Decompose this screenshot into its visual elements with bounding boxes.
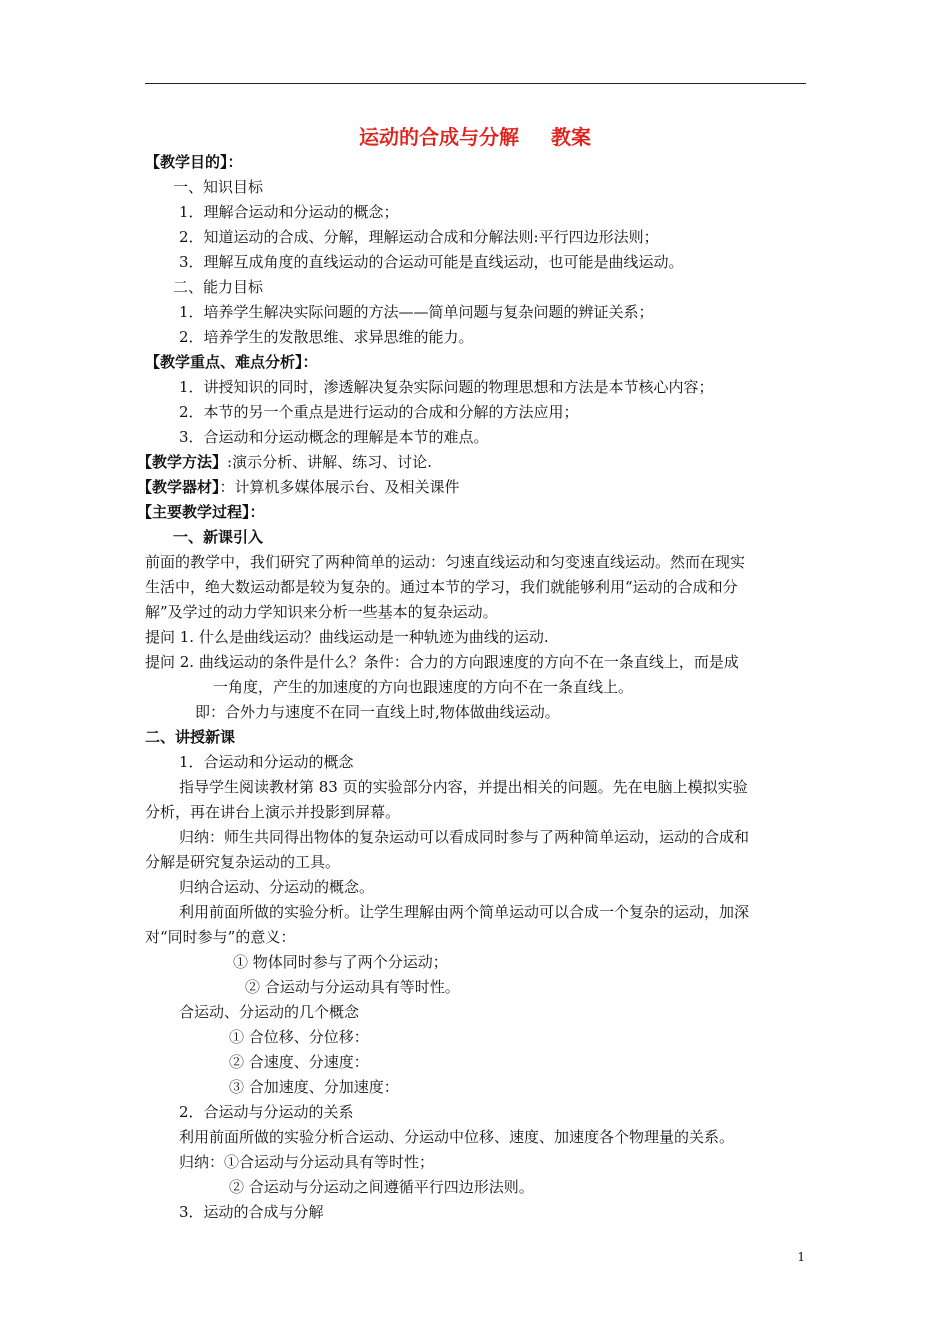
goal-item: 2．培养学生的发散思维、求异思维的能力。 — [179, 328, 474, 346]
subheading-knowledge-goals: 一、知识目标 — [173, 178, 264, 196]
list-item: ② 合运动与分运动之间遵循平行四边形法则。 — [229, 1178, 534, 1196]
item-heading: 1．合运动和分运动的概念 — [179, 753, 354, 771]
goal-item: 2．知道运动的合成、分解，理解运动合成和分解法则:平行四边形法则； — [179, 228, 659, 246]
list-item: ① 物体同时参与了两个分运动； — [233, 953, 448, 971]
teaching-methods-text: :演示分析、讲解、练习、讨论. — [227, 453, 432, 471]
label-teaching-methods: 【教学方法】 — [137, 453, 228, 471]
page-number: 1 — [797, 1250, 805, 1264]
item-heading: 2．合运动与分运动的关系 — [179, 1103, 354, 1121]
key-point-item: 1．讲授知识的同时，渗透解决复杂实际问题的物理思想和方法是本节核心内容； — [179, 378, 714, 396]
paragraph-line: 生活中，绝大数运动都是较为复杂的。通过本节的学习，我们就能够利用“运动的合成和分 — [145, 578, 738, 596]
teaching-equipment-text: ：计算机多媒体展示台、及相关课件 — [219, 478, 460, 496]
section-teaching-goals: 【教学目的】： — [145, 153, 243, 171]
list-item: ② 合运动与分运动具有等时性。 — [245, 978, 460, 996]
list-item: ② 合速度、分速度： — [229, 1053, 369, 1071]
question-2: 提问 2. 曲线运动的条件是什么？条件：合力的方向跟速度的方向不在一条直线上，而是成 — [145, 653, 739, 671]
paragraph-line: 利用前面所做的实验分析合运动、分运动中位移、速度、加速度各个物理量的关系。 — [179, 1128, 735, 1146]
list-item: ③ 合加速度、分加速度： — [229, 1078, 399, 1096]
paragraph-line: 对“同时参与”的意义： — [145, 928, 296, 946]
item-heading: 3．运动的合成与分解 — [179, 1203, 324, 1221]
paragraph-line: 利用前面所做的实验分析。让学生理解由两个简单运动可以合成一个复杂的运动，加深 — [179, 903, 750, 921]
title-main: 运动的合成与分解 — [359, 125, 519, 149]
subheading-ability-goals: 二、能力目标 — [173, 278, 264, 296]
paragraph-line: 分解是研究复杂运动的工具。 — [145, 853, 341, 871]
label-teaching-equipment: 【教学器材】 — [137, 478, 220, 496]
paragraph-line: 归纳：①合运动与分运动具有等时性； — [179, 1153, 435, 1171]
goal-item: 1．培养学生解决实际问题的方法——简单问题与复杂问题的辨证关系； — [179, 303, 654, 321]
subheading-new-lesson: 二、讲授新课 — [145, 728, 236, 746]
paragraph-line: 归纳：师生共同得出物体的复杂运动可以看成同时参与了两种简单运动，运动的合成和 — [179, 828, 750, 846]
paragraph-line: 指导学生阅读教材第 83 页的实验部分内容，并提出相关的问题。先在电脑上模拟实验 — [179, 778, 748, 796]
subheading-new-lesson-intro: 一、新课引入 — [173, 528, 264, 546]
question-1: 提问 1. 什么是曲线运动？曲线运动是一种轨迹为曲线的运动. — [145, 628, 549, 646]
paragraph-line: 分析，再在讲台上演示并投影到屏幕。 — [145, 803, 401, 821]
list-item: ① 合位移、分位移： — [229, 1028, 369, 1046]
goal-item: 1．理解合运动和分运动的概念； — [179, 203, 399, 221]
paragraph-line: 解”及学过的动力学知识来分析一些基本的复杂运动。 — [145, 603, 498, 621]
title-suffix: 教案 — [551, 125, 591, 149]
header-rule — [145, 83, 806, 84]
teaching-equipment-line — [137, 477, 460, 497]
paragraph-line: 归纳合运动、分运动的概念。 — [179, 878, 375, 896]
paragraph-line: 前面的教学中，我们研究了两种简单的运动：匀速直线运动和匀变速直线运动。然而在现实 — [145, 553, 746, 571]
section-main-process: 【主要教学过程】： — [137, 503, 265, 521]
section-key-points: 【教学重点、难点分析】： — [145, 353, 318, 371]
teaching-methods-line — [137, 452, 432, 472]
paragraph-line: 一角度，产生的加速度的方向也跟速度的方向不在一条直线上。 — [213, 678, 634, 696]
paragraph-line: 合运动、分运动的几个概念 — [179, 1003, 360, 1021]
document-title — [0, 124, 950, 150]
key-point-item: 2．本节的另一个重点是进行运动的合成和分解的方法应用； — [179, 403, 579, 421]
goal-item: 3．理解互成角度的直线运动的合运动可能是直线运动，也可能是曲线运动。 — [179, 253, 684, 271]
paragraph-line: 即：合外力与速度不在同一直线上时,物体做曲线运动。 — [195, 703, 560, 721]
key-point-item: 3．合运动和分运动概念的理解是本节的难点。 — [179, 428, 489, 446]
